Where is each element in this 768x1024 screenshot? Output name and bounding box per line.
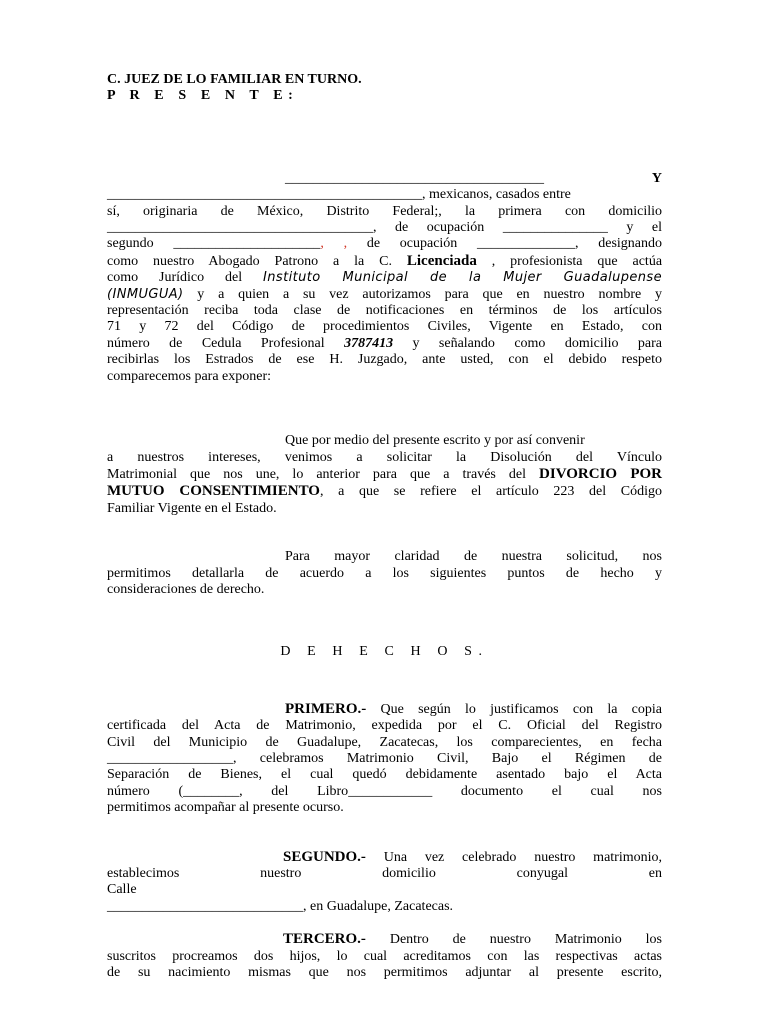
blank-line: _______________ <box>502 220 608 236</box>
blank-line: __________________ <box>107 750 233 766</box>
blank-line: _____________________________________________ <box>107 187 422 203</box>
blank-line: ______________________________________ <box>107 220 373 236</box>
primero-paragraph: PRIMERO.- Que según lo justificamos con la copia certificada del Acta de Matrimonio, expedida por el C. Oficial del Registro Civil del Municipio de Guadalupe, Zacatecas, los comparecientes, en fecha __________________, celebramos Matrimonio Civil, Bajo el Régimen de Separación de Bienes, el cual quedó debidamente asentado bajo el Acta número (________, del Libro____________ documento el cual nos permitimos acompañar al presente ocurso. <box>107 700 663 816</box>
mutual-consent-bold: MUTUO CONSENTIMIENTO <box>107 483 320 500</box>
blank-line: ____________________________ <box>107 898 303 914</box>
conjunction-y: Y <box>651 170 662 186</box>
institution-name: Instituto Municipal de la Mujer Guadalupense <box>263 270 662 286</box>
divorce-type-bold: DIVORCIO POR <box>539 465 663 482</box>
red-commas: , , <box>320 236 348 252</box>
primero-label: PRIMERO.- <box>285 700 367 717</box>
intro-paragraph: _____________________________________ Y _____________________________________________, mexicanos, casados entre sí, originaria de México, Distrito Federal;, la primera con domicilio ______________________________________, de ocupación _______________ y el segundo _____________________, , de ocupación ______________, designando como nuestro Abogado Patrono a la C. Licenciada , profesionista que actúa como Jurídico del Instituto Municipal de la Mujer Guadalupense (INMUGUA) y a quien a su vez autorizamos para que en nuestro nombre y representación reciba toda clase de notificaciones en términos de los artículos 71 y 72 del Código de procedimientos Civiles, Vigente en Estado, con número de Cedula Profesional 3787413 y señalando como domicilio para recibirlas los Estrados de ese H. Juzgado, ante usted, con el debido respeto comparecemos para exponer: <box>107 170 663 384</box>
tercero-label: TERCERO.- <box>283 931 366 948</box>
tercero-paragraph: TERCERO.- Dentro de nuestro Matrimonio los suscritos procreamos dos hijos, lo cual acreditamos con las respectivas actas de su nacimiento mismas que nos permitimos adjuntar al presente escrito, <box>107 931 662 981</box>
presente-heading: P R E S E N T E: <box>107 88 299 104</box>
institution-acronym: (INMUGUA) <box>107 286 184 302</box>
blank-line: _____________________________________ <box>285 170 544 186</box>
blank-line: ________ <box>183 783 240 799</box>
addressee-heading: C. JUEZ DE LO FAMILIAR EN TURNO. <box>107 72 362 87</box>
blank-line: ______________ <box>477 236 576 252</box>
licenciada-bold: Licenciada <box>406 252 477 269</box>
cedula-number: 3787413 <box>344 335 394 351</box>
section-title-hechos: D E H E C H O S. <box>280 644 489 660</box>
blank-line: _____________________ <box>173 236 321 252</box>
blank-line: ____________ <box>348 783 433 799</box>
segundo-label: SEGUNDO.- <box>283 848 366 865</box>
clarity-paragraph: Para mayor claridad de nuestra solicitud, nos permitimos detallarla de acuerdo a los siguientes puntos de hecho y consideraciones de derecho. <box>107 549 662 597</box>
segundo-paragraph: SEGUNDO.- Una vez celebrado nuestro matrimonio, establecimos nuestro domicilio conyugal en Calle ____________________________, en Guadalupe, Zacatecas. <box>107 848 663 914</box>
request-paragraph: Que por medio del presente escrito y por así convenir a nuestros intereses, venimos a solicitar la Disolución del Vínculo Matrimonial que nos une, lo anterior para que a través del DIVORCIO POR MUTUO CONSENTIMIENTO, a que se refiere el artículo 223 del Código Familiar Vigente en el Estado. <box>107 433 663 516</box>
